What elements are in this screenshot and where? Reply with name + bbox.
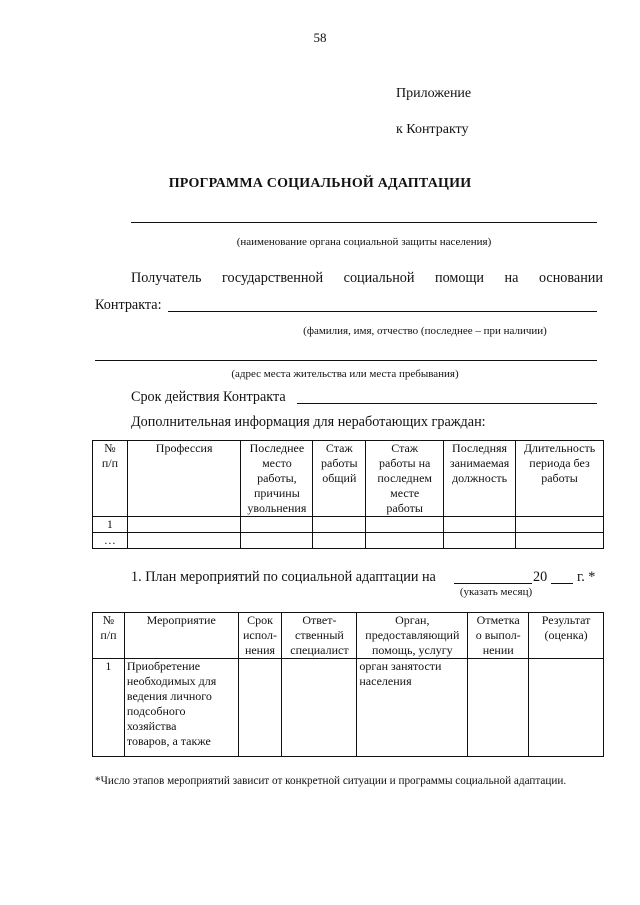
cell-line: необходимых для: [126, 674, 217, 688]
recipient-word: Получатель: [131, 270, 202, 286]
cell-line: последнем: [377, 471, 432, 485]
cell-line: нении: [482, 643, 514, 657]
cell-line: Стаж: [391, 441, 419, 455]
table-header-row: [93, 441, 604, 517]
document-title: ПРОГРАММА СОЦИАЛЬНОЙ АДАПТАЦИИ: [168, 176, 472, 191]
table-cell: [529, 659, 604, 757]
cell-line: подсобного: [126, 704, 186, 718]
cell-line: товаров, а также: [126, 734, 211, 748]
recipient-word: помощи: [435, 270, 485, 286]
table-cell: [124, 613, 238, 659]
cell-line: работы: [541, 471, 578, 485]
cell-line: месте: [390, 486, 420, 500]
cell-line: периода без: [529, 456, 590, 470]
cell-line: хозяйства: [126, 719, 177, 733]
cell-line: работы,: [257, 471, 297, 485]
table-cell: [241, 533, 313, 549]
page-number: 58: [313, 30, 327, 45]
cell-line: Стаж: [325, 441, 353, 455]
cell-line: занимаемая: [449, 456, 510, 470]
month-caption: (указать месяц): [459, 586, 533, 598]
cell-line: Последнее: [249, 441, 305, 455]
contract-term-label: Срок действия Контракта: [131, 389, 286, 405]
cell-line: о выпол-: [475, 628, 521, 642]
table-cell: [468, 613, 529, 659]
organ-caption: (наименование органа социальной защиты населения): [236, 236, 492, 248]
cell-line: №: [104, 441, 116, 455]
cell-line: ведения личного: [126, 689, 212, 703]
cell-line: общий: [322, 471, 357, 485]
plan-year-prefix: 20: [533, 569, 548, 585]
table-cell: [529, 613, 604, 659]
cell-line: работы на: [379, 456, 431, 470]
address-line: [95, 360, 597, 361]
recipient-word: на: [504, 270, 519, 286]
cell-line: №: [102, 613, 115, 627]
cell-line: Мероприятие: [146, 613, 216, 627]
table-cell: [93, 659, 125, 757]
footnote: *Число этапов мероприятий зависит от конкретной ситуации и программы социальной адаптации.: [95, 775, 567, 787]
recipient-word: государственной: [221, 270, 324, 286]
table-cell: 1: [93, 517, 128, 533]
cell-line: ственный: [295, 628, 344, 642]
plan-month-line: [454, 583, 532, 584]
cell-line: Приобретение: [126, 659, 201, 673]
recipient-sentence: [131, 270, 603, 287]
contract-reference: к Контракту: [396, 122, 469, 137]
cell-line: п/п: [101, 456, 119, 470]
contract-term-line: [297, 403, 597, 404]
cell-line: Результат: [541, 613, 591, 627]
cell-line: Последняя: [452, 441, 508, 455]
cell-line: 1: [105, 659, 112, 673]
cell-line: (оценка): [544, 628, 588, 642]
table-cell: [241, 441, 313, 517]
cell-line: Ответ-: [302, 613, 337, 627]
cell-line: нения: [244, 643, 276, 657]
table-cell: [93, 613, 125, 659]
table-cell: [357, 659, 468, 757]
table-cell: [366, 533, 444, 549]
table-cell: [366, 517, 444, 533]
table-cell: [516, 517, 604, 533]
table-header-row: [93, 613, 604, 659]
address-caption: (адрес места жительства или места пребывания): [231, 368, 459, 380]
table-cell: [127, 533, 241, 549]
cell-line: увольнения: [247, 501, 307, 515]
cell-line: Орган,: [395, 613, 430, 627]
table-cell: [444, 441, 516, 517]
table-cell: [282, 613, 357, 659]
table-cell: [127, 517, 241, 533]
table-cell: [313, 533, 366, 549]
table-row: [93, 659, 604, 757]
table-cell: [127, 441, 241, 517]
recipient-word: социальной: [343, 270, 415, 286]
cell-line: Отметка: [476, 613, 520, 627]
plan-year-suffix: г. *: [577, 569, 596, 585]
recipient-name-line: [168, 311, 597, 312]
cell-line: место: [262, 456, 292, 470]
table-cell: [241, 517, 313, 533]
table-cell: [238, 613, 282, 659]
cell-line: работы: [386, 501, 423, 515]
cell-line: работы: [321, 456, 358, 470]
unemployed-info-table: [92, 440, 604, 549]
plan-heading: 1. План мероприятий по социальной адаптации на: [131, 569, 436, 585]
table-cell: [313, 441, 366, 517]
table-cell: [238, 659, 282, 757]
cell-line: должность: [452, 471, 508, 485]
organ-name-line: [131, 222, 597, 223]
contract-label: Контракта:: [95, 297, 162, 313]
table-cell: [366, 441, 444, 517]
cell-line: предоставляющий: [365, 628, 460, 642]
table-cell: [357, 613, 468, 659]
cell-line: орган занятости: [359, 659, 442, 673]
table-cell: …: [93, 533, 128, 549]
cell-line: п/п: [100, 628, 117, 642]
cell-line: помощь, услугу: [371, 643, 453, 657]
table-row: [93, 517, 604, 533]
table-row: [93, 533, 604, 549]
cell-line: Профессия: [155, 441, 213, 455]
cell-line: причины: [253, 486, 300, 500]
cell-line: населения: [359, 674, 412, 688]
cell-line: Срок: [247, 613, 273, 627]
cell-line: специалист: [290, 643, 349, 657]
cell-line: испол-: [243, 628, 277, 642]
plan-year-line: [551, 583, 573, 584]
appendix-label: Приложение: [396, 86, 472, 101]
table-cell: [444, 517, 516, 533]
extra-info-label: Дополнительная информация для неработающих граждан:: [131, 414, 486, 430]
cell-line: Длительность: [523, 441, 596, 455]
table-cell: [282, 659, 357, 757]
table-cell: [444, 533, 516, 549]
table-cell: [124, 659, 238, 757]
table-cell: [516, 441, 604, 517]
table-cell: [313, 517, 366, 533]
table-cell: [93, 441, 128, 517]
adaptation-plan-table: [92, 612, 604, 757]
name-caption: (фамилия, имя, отчество (последнее – при наличии): [303, 325, 547, 337]
table-cell: [468, 659, 529, 757]
table-cell: [516, 533, 604, 549]
recipient-word: основании: [538, 270, 603, 286]
